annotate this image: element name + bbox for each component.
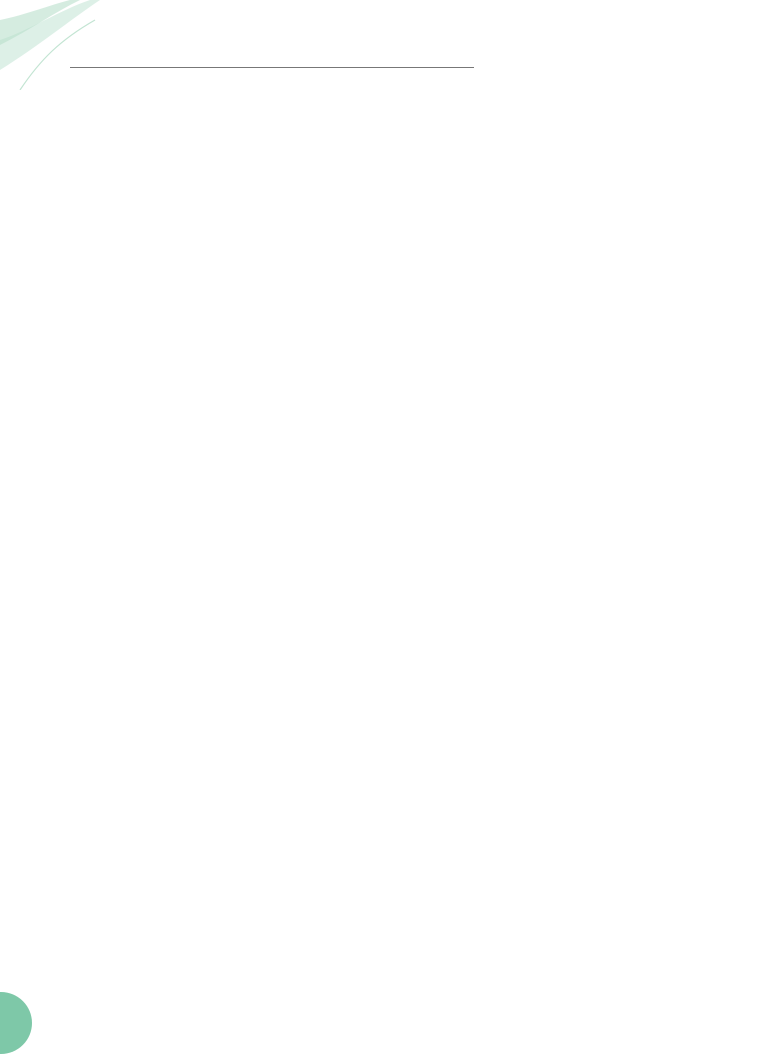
page-corner-circle — [0, 992, 32, 1054]
title-underline — [70, 67, 474, 68]
decorative-swirl — [0, 0, 120, 90]
